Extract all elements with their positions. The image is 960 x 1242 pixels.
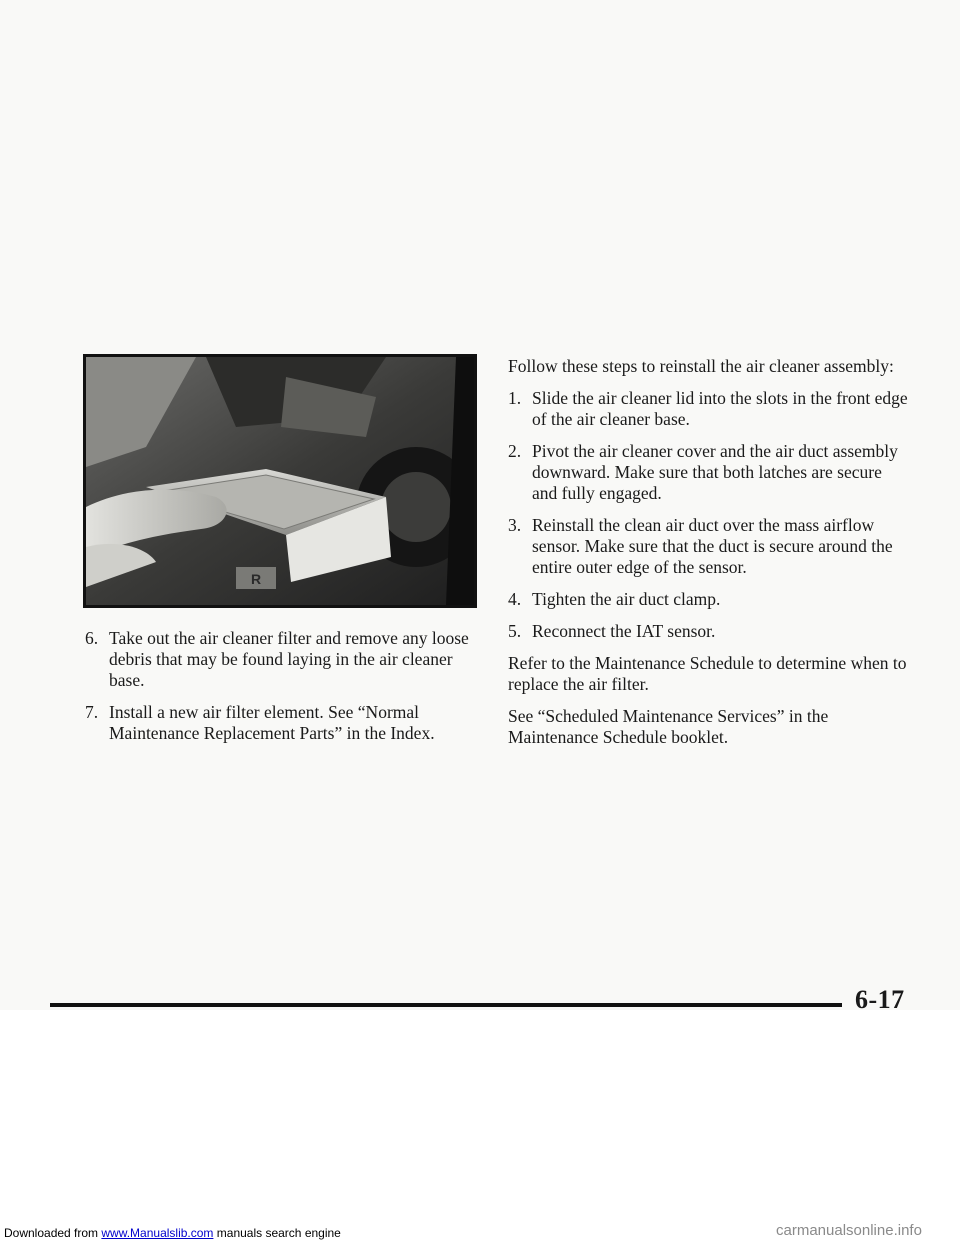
step-text: Pivot the air cleaner cover and the air duct assembly downward. Make sure that both latches are secure and fully engaged.	[532, 441, 898, 503]
step-text: Slide the air cleaner lid into the slots in the front edge of the air cleaner base.	[532, 388, 908, 429]
step-number: 3.	[508, 515, 522, 535]
step-text: Reconnect the IAT sensor.	[532, 621, 716, 641]
air-filter-illustration	[86, 357, 474, 605]
step-number: 6.	[85, 628, 99, 648]
step-item	[85, 702, 470, 744]
step-number: 1.	[508, 388, 522, 408]
footer-prefix: Downloaded from	[4, 1226, 102, 1240]
step-item	[508, 515, 908, 578]
right-column	[508, 356, 908, 759]
page-number: 6-17	[855, 985, 905, 1014]
intro-paragraph: Follow these steps to reinstall the air cleaner assembly:	[508, 356, 894, 376]
services-paragraph: See “Scheduled Maintenance Services” in the Maintenance Schedule booklet.	[508, 706, 829, 747]
step-number: 7.	[85, 702, 99, 722]
schedule-paragraph: Refer to the Maintenance Schedule to determine when to replace the air filter.	[508, 653, 907, 694]
step-item	[508, 441, 908, 504]
air-filter-photo	[83, 354, 477, 608]
step-item	[85, 628, 470, 691]
step-text: Install a new air filter element. See “Normal Maintenance Replacement Parts” in the Index.	[109, 702, 435, 743]
stamp-text: R	[250, 571, 262, 587]
step-number: 5.	[508, 621, 522, 641]
step-number: 2.	[508, 441, 522, 461]
step-item	[508, 621, 908, 642]
footer-suffix: manuals search engine	[213, 1226, 341, 1240]
step-text: Tighten the air duct clamp.	[532, 589, 721, 609]
step-text: Take out the air cleaner filter and remove any loose debris that may be found laying in the air cleaner base.	[109, 628, 469, 690]
watermark-text: carmanualsonline.info	[776, 1222, 922, 1239]
step-item	[508, 388, 908, 430]
manualslib-link[interactable]: www.Manualslib.com	[101, 1226, 214, 1240]
step-number: 4.	[508, 589, 522, 609]
download-footer	[4, 1226, 341, 1240]
left-steps-list	[85, 628, 470, 755]
footer-rule	[50, 1003, 842, 1007]
step-text: Reinstall the clean air duct over the mass airflow sensor. Make sure that the duct is secure around the entire outer edge of the sensor.	[532, 515, 893, 577]
step-item	[508, 589, 908, 610]
